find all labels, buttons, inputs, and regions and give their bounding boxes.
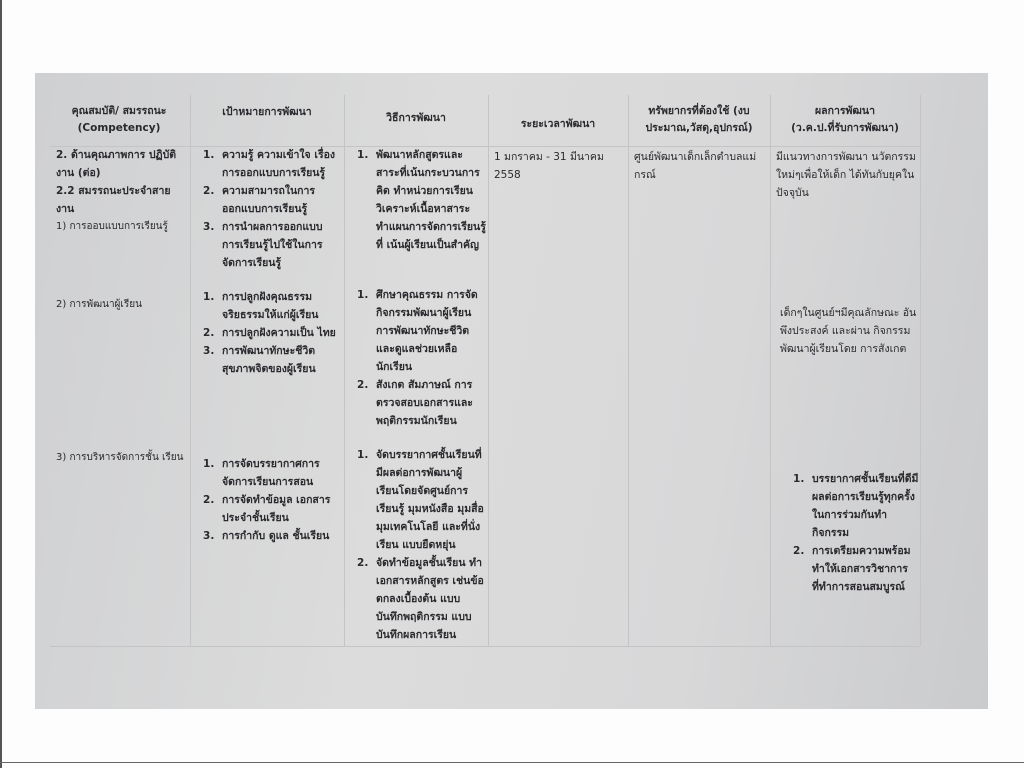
goal-item: 3. การนำผลการออกแบบ การเรียนรู้ไปใช้ในการจัดการเรียนรู้ bbox=[218, 218, 340, 272]
header-resources: ทรัพยากรที่ต้องใช้ (งบประมาณ,วัสดุ,อุปกรณ์) bbox=[645, 105, 753, 134]
competency-subheading: 2.2 สมรรถนะประจำสายงาน bbox=[56, 185, 171, 215]
competency-item: 1) การออบแบบการเรียนรู้ bbox=[56, 221, 168, 232]
method-item: 2. จัดทำข้อมูลชั้นเรียน ทำ เอกสารหลักสูตร เช่นข้อ ตกลงเบื้องต้น แบบ บันทึกพฤติกรรม แบบ บันทึกผลการเรียน bbox=[372, 554, 488, 644]
table-divider bbox=[50, 646, 920, 647]
goal-item: 2. ความสามารถในการ ออกแบบการเรียนรู้ bbox=[218, 182, 340, 218]
table-divider bbox=[344, 95, 345, 646]
method-item: 1. พัฒนาหลักสูตรและ สาระที่เน้นกระบวนการ คิด ทำหน่วยการเรียน วิเคราะห์เนื้อหาสาระ ทำแผนการจัดการเรียนรู้ที่ เน้นผู้เรียนเป็นสำคัญ bbox=[372, 146, 486, 254]
result-cell bbox=[782, 470, 922, 596]
header-period: ระยะเวลาพัฒนา bbox=[520, 118, 596, 130]
method-item: 2. สังเกต สัมภาษณ์ การ ตรวจสอบเอกสารและ พฤติกรรมนักเรียน bbox=[372, 376, 486, 430]
goal-item: 2. การปลูกฝังความเป็น ไทย bbox=[218, 324, 342, 342]
page-edge bbox=[0, 0, 2, 768]
resources-cell: ศูนย์พัฒนาเด็กเล็กตำบลแม่ กรณ์ bbox=[634, 151, 757, 181]
goal-item: 2. การจัดทำข้อมูล เอกสาร ประจำชั้นเรียน bbox=[218, 491, 342, 527]
goals-cell bbox=[192, 455, 342, 545]
goals-cell bbox=[192, 288, 342, 378]
goal-item: 3. การกำกับ ดูแล ชั้นเรียน bbox=[218, 527, 342, 545]
goal-item: 3. การพัฒนาทักษะชีวิต สุขภาพจิตของผู้เรียน bbox=[218, 342, 342, 378]
goals-cell bbox=[192, 146, 340, 272]
header-competency: คุณสมบัติ/ สมรรถนะ (Competency) bbox=[71, 105, 167, 134]
methods-cell bbox=[346, 446, 488, 644]
goal-item: 1. ความรู้ ความเข้าใจ เรื่องการออกแบบการเรียนรู้ bbox=[218, 146, 340, 182]
header-result: ผลการพัฒนา (ว.ค.ป.ที่รับการพัฒนา) bbox=[791, 105, 899, 134]
competency-cell bbox=[56, 146, 186, 236]
methods-cell bbox=[346, 146, 486, 254]
competency-item: 2) การพัฒนาผู้เรียน bbox=[56, 299, 142, 310]
competency-heading: 2. ด้านคุณภาพการ ปฏิบัติงาน (ต่อ) bbox=[56, 149, 177, 179]
competency-item: 3) การบริหารจัดการชั้น เรียน bbox=[56, 452, 184, 463]
result-cell: มีแนวทางการพัฒนา นวัตกรรมใหม่ๆเพื่อให้เด็ก ได้ทันกับยุคในปัจจุบัน bbox=[776, 151, 916, 199]
method-item: 1. ศึกษาคุณธรรม การจัด กิจกรรมพัฒนาผู้เรียน การพัฒนาทักษะชีวิต และดูแลช่วยเหลือ นักเรียน bbox=[372, 286, 486, 376]
result-cell: เด็กๆในศูนย์ฯมีคุณลักษณะ อันพึงประสงค์ และผ่าน กิจกรรมพัฒนาผู้เรียนโดย การสังเกต bbox=[780, 307, 917, 355]
result-item: 1. บรรยากาศชั้นเรียนที่ดีมี ผลต่อการเรียนรู้ทุกครั้ง ในการร่วมกันทำ กิจกรรม bbox=[808, 470, 922, 542]
period-cell: 1 มกราคม - 31 มีนาคม 2558 bbox=[494, 151, 604, 181]
page-edge bbox=[0, 762, 1024, 763]
result-item: 2. การเตรียมความพร้อม ทำให้เอกสารวิชาการ ที่ทำการสอนสมบูรณ์ bbox=[808, 542, 922, 596]
goal-item: 1. การจัดบรรยากาศการ จัดการเรียนการสอน bbox=[218, 455, 342, 491]
table-divider bbox=[488, 95, 489, 646]
method-item: 1. จัดบรรยากาศชั้นเรียนที่ มีผลต่อการพัฒนาผู้ เรียนโดยจัดศูนย์การ เรียนรู้ มุมหนังสือ มุมสื่อ มุมเทคโนโลยี และที่นั่ง เรียน แบบยืดหยุ่น bbox=[372, 446, 488, 554]
table-divider bbox=[770, 95, 771, 646]
table-divider bbox=[190, 95, 191, 646]
header-methods: วิธีการพัฒนา bbox=[386, 112, 446, 124]
table-divider bbox=[628, 95, 629, 646]
goal-item: 1. การปลูกฝังคุณธรรม จริยธรรมให้แก่ผู้เรียน bbox=[218, 288, 342, 324]
methods-cell bbox=[346, 286, 486, 430]
header-goals: เป้าหมายการพัฒนา bbox=[222, 106, 312, 118]
